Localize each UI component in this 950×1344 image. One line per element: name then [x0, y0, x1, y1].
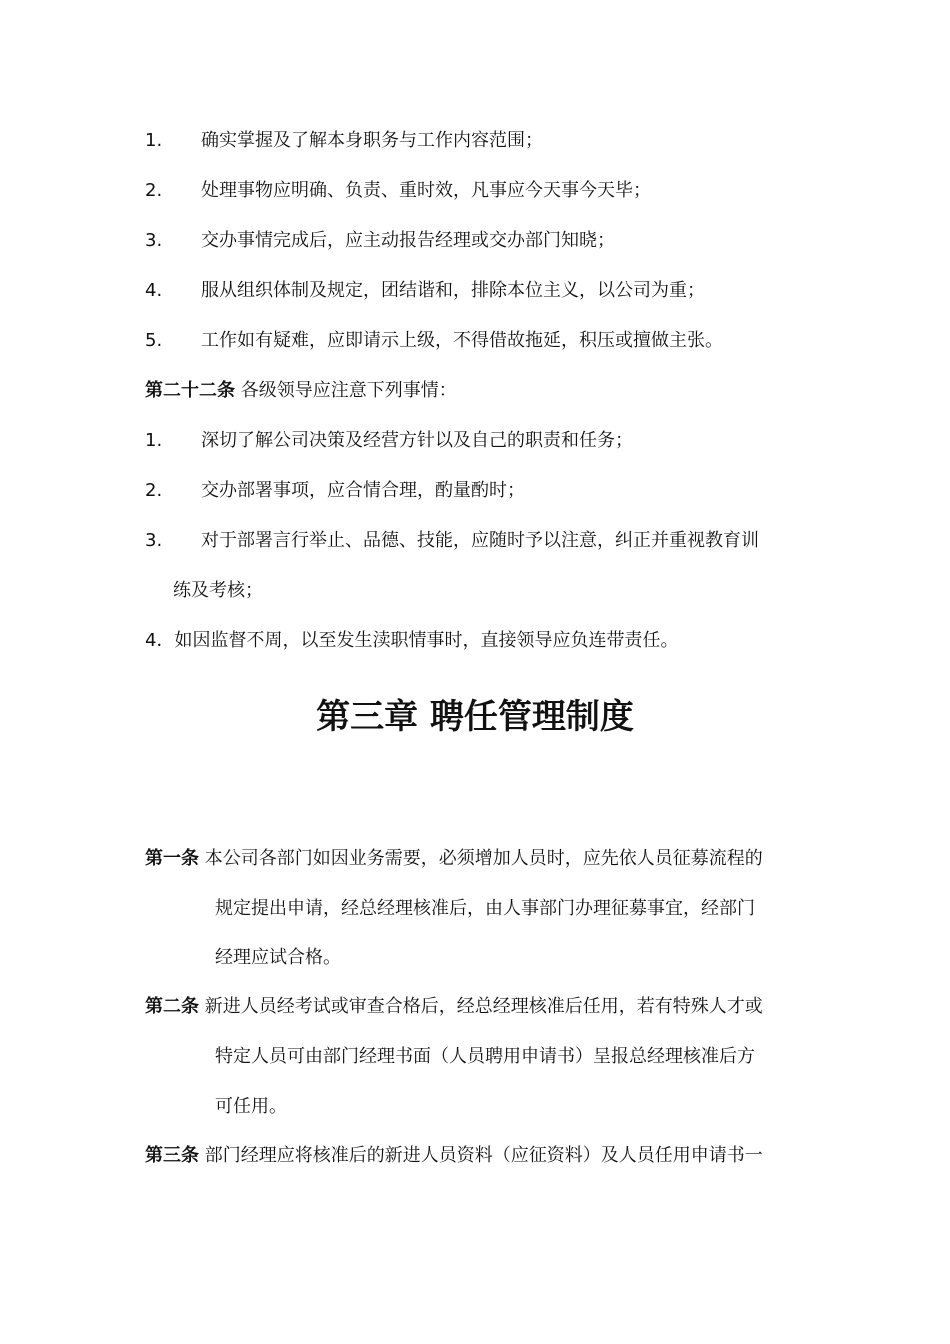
- article-3: [145, 1144, 763, 1168]
- list-number: 3.: [145, 530, 163, 551]
- list-number: 2.: [145, 180, 163, 201]
- article-label: 第二条: [145, 996, 199, 1017]
- list-number: 2.: [145, 480, 163, 501]
- article-22: [145, 379, 457, 403]
- article-label: 第一条: [145, 848, 199, 869]
- article-text: 新进人员经考试或审查合格后，经总经理核准后任用，若有特殊人才或: [204, 996, 763, 1017]
- list-number: 1.: [145, 430, 163, 451]
- article-text: 各级领导应注意下列事情：: [240, 380, 457, 401]
- list-text: 交办事情完成后，应主动报告经理或交办部门知晓；: [201, 230, 615, 251]
- article-text-continuation: 可任用。: [215, 1096, 287, 1117]
- article-text: 本公司各部门如因业务需要，必须增加人员时，应先依人员征募流程的: [204, 848, 763, 869]
- list-text: 对于部署言行举止、品德、技能，应随时予以注意，纠正并重视教育训: [201, 530, 759, 551]
- list-text: 工作如有疑难，应即请示上级，不得借故拖延，积压或擅做主张。: [201, 330, 723, 351]
- article-2: [145, 995, 763, 1019]
- list-item-continuation: 练及考核；: [173, 580, 263, 601]
- list-number: 1.: [145, 130, 163, 151]
- list-text: 深切了解公司决策及经营方针以及自己的职责和任务；: [201, 430, 633, 451]
- list-text: 处理事物应明确、负责、重时效，凡事应今天事今天毕；: [201, 180, 651, 201]
- list-number: 3.: [145, 230, 163, 251]
- chapter-title: 第三章 聘任管理制度: [316, 697, 634, 737]
- article-label: 第二十二条: [145, 380, 235, 401]
- article-text: 部门经理应将核准后的新进人员资料（应征资料）及人员任用申请书一: [204, 1145, 763, 1166]
- list-number: 5.: [145, 330, 163, 351]
- list-text: 确实掌握及了解本身职务与工作内容范围；: [201, 130, 543, 151]
- list-text: 交办部署事项，应合情合理，酌量酌时；: [201, 480, 525, 501]
- article-1: [145, 847, 763, 871]
- article-text-continuation: 经理应试合格。: [215, 947, 341, 968]
- article-text-continuation: 特定人员可由部门经理书面（人员聘用申请书）呈报总经理核准后方: [215, 1046, 755, 1067]
- article-label: 第三条: [145, 1145, 199, 1166]
- article-text-continuation: 规定提出申请，经总经理核准后，由人事部门办理征募事宜，经部门: [215, 898, 755, 919]
- list-item: 4．如因监督不周，以至发生渎职情事时，直接领导应负连带责任。: [145, 630, 679, 651]
- list-text: 服从组织体制及规定，团结谐和，排除本位主义，以公司为重；: [201, 280, 705, 301]
- list-number: 4.: [145, 280, 163, 301]
